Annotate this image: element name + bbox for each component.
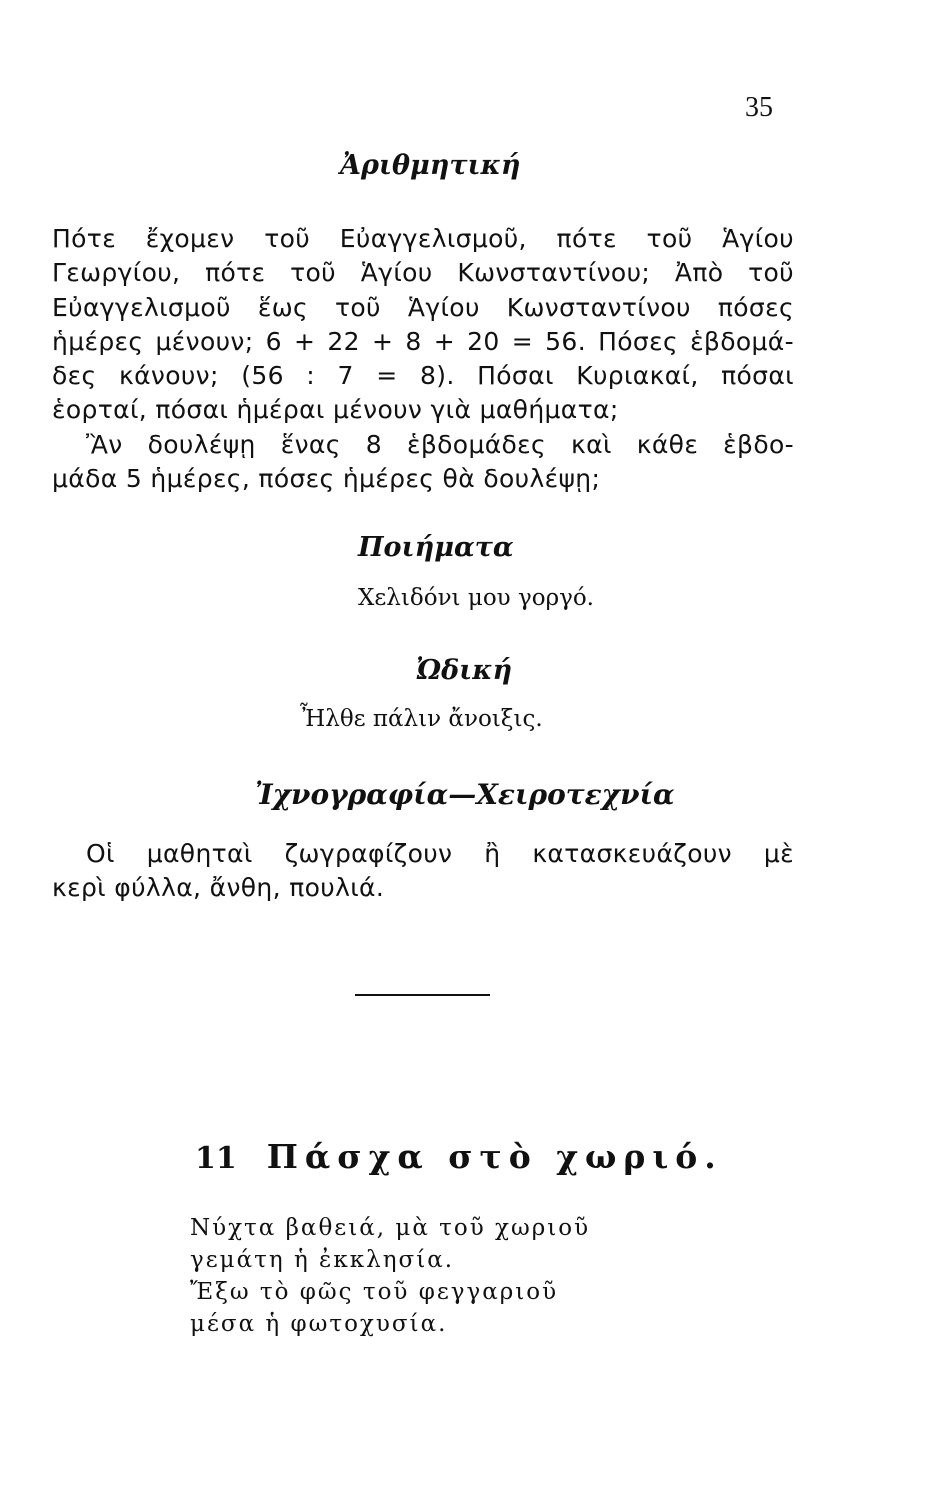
song-title-line: Ἦλθε πάλιν ἄνοιξις. bbox=[300, 706, 543, 732]
text-line: ἡμέρες μένουν; 6 + 22 + 8 + 20 = 56. Πόσες ἑβδομά- bbox=[52, 326, 794, 356]
page-number: 35 bbox=[745, 92, 773, 123]
text-line: Οἱ μαθηταὶ ζωγραφίζουν ἢ κατασκευάζουν μὲ bbox=[86, 839, 794, 868]
lesson-name: Πάσχα στὸ χωριό. bbox=[266, 1137, 723, 1176]
arithmetic-paragraph bbox=[52, 222, 794, 496]
text-line: δες κάνουν; (56 : 7 = 8). Πόσαι Κυριακαί, πόσαι bbox=[52, 361, 794, 391]
arithmetic-heading: Ἀριθμητική bbox=[340, 150, 521, 181]
crafts-heading: Ἰχνογραφία—Χειροτεχνία bbox=[255, 778, 675, 811]
verse-line: Νύχτα βαθειά, μὰ τοῦ χωριοῦ bbox=[190, 1215, 591, 1241]
text-line: Εὐαγγελισμοῦ ἕως τοῦ Ἁγίου Κωνσταντίνου πόσες bbox=[52, 292, 794, 322]
text-line: ἑορταί, πόσαι ἡμέραι μένουν γιὰ μαθήματα; bbox=[52, 395, 619, 425]
crafts-paragraph bbox=[52, 837, 794, 906]
ode-heading: Ὠδική bbox=[416, 655, 513, 686]
section-divider bbox=[355, 994, 490, 996]
text-line: μάδα 5 ἡμέρες, πόσες ἡμέρες θὰ δουλέψῃ; bbox=[52, 464, 601, 494]
poems-heading: Ποιήματα bbox=[358, 532, 514, 563]
text-line: Ἂν δουλέψῃ ἕνας 8 ἑβδομάδες καὶ κάθε ἑβδο- bbox=[86, 429, 794, 459]
poem-verse bbox=[190, 1212, 590, 1340]
verse-line: μέσα ἡ φωτοχυσία. bbox=[190, 1311, 448, 1337]
poem-title-line: Χελιδόνι μου γοργό. bbox=[358, 585, 594, 611]
text-line: κερὶ φύλλα, ἄνθη, πουλιά. bbox=[52, 873, 385, 903]
lesson-title bbox=[195, 1137, 723, 1176]
text-line: Πότε ἔχομεν τοῦ Εὐαγγελισμοῦ, πότε τοῦ Ἁγίου bbox=[52, 224, 794, 253]
verse-line: Ἔξω τὸ φῶς τοῦ φεγγαριοῦ bbox=[190, 1279, 559, 1305]
lesson-number: 11 bbox=[195, 1141, 237, 1176]
verse-line: γεμάτη ἡ ἐκκλησία. bbox=[190, 1247, 455, 1273]
text-line: Γεωργίου, πότε τοῦ Ἁγίου Κωνσταντίνου; Ἀπὸ τοῦ bbox=[52, 258, 794, 288]
